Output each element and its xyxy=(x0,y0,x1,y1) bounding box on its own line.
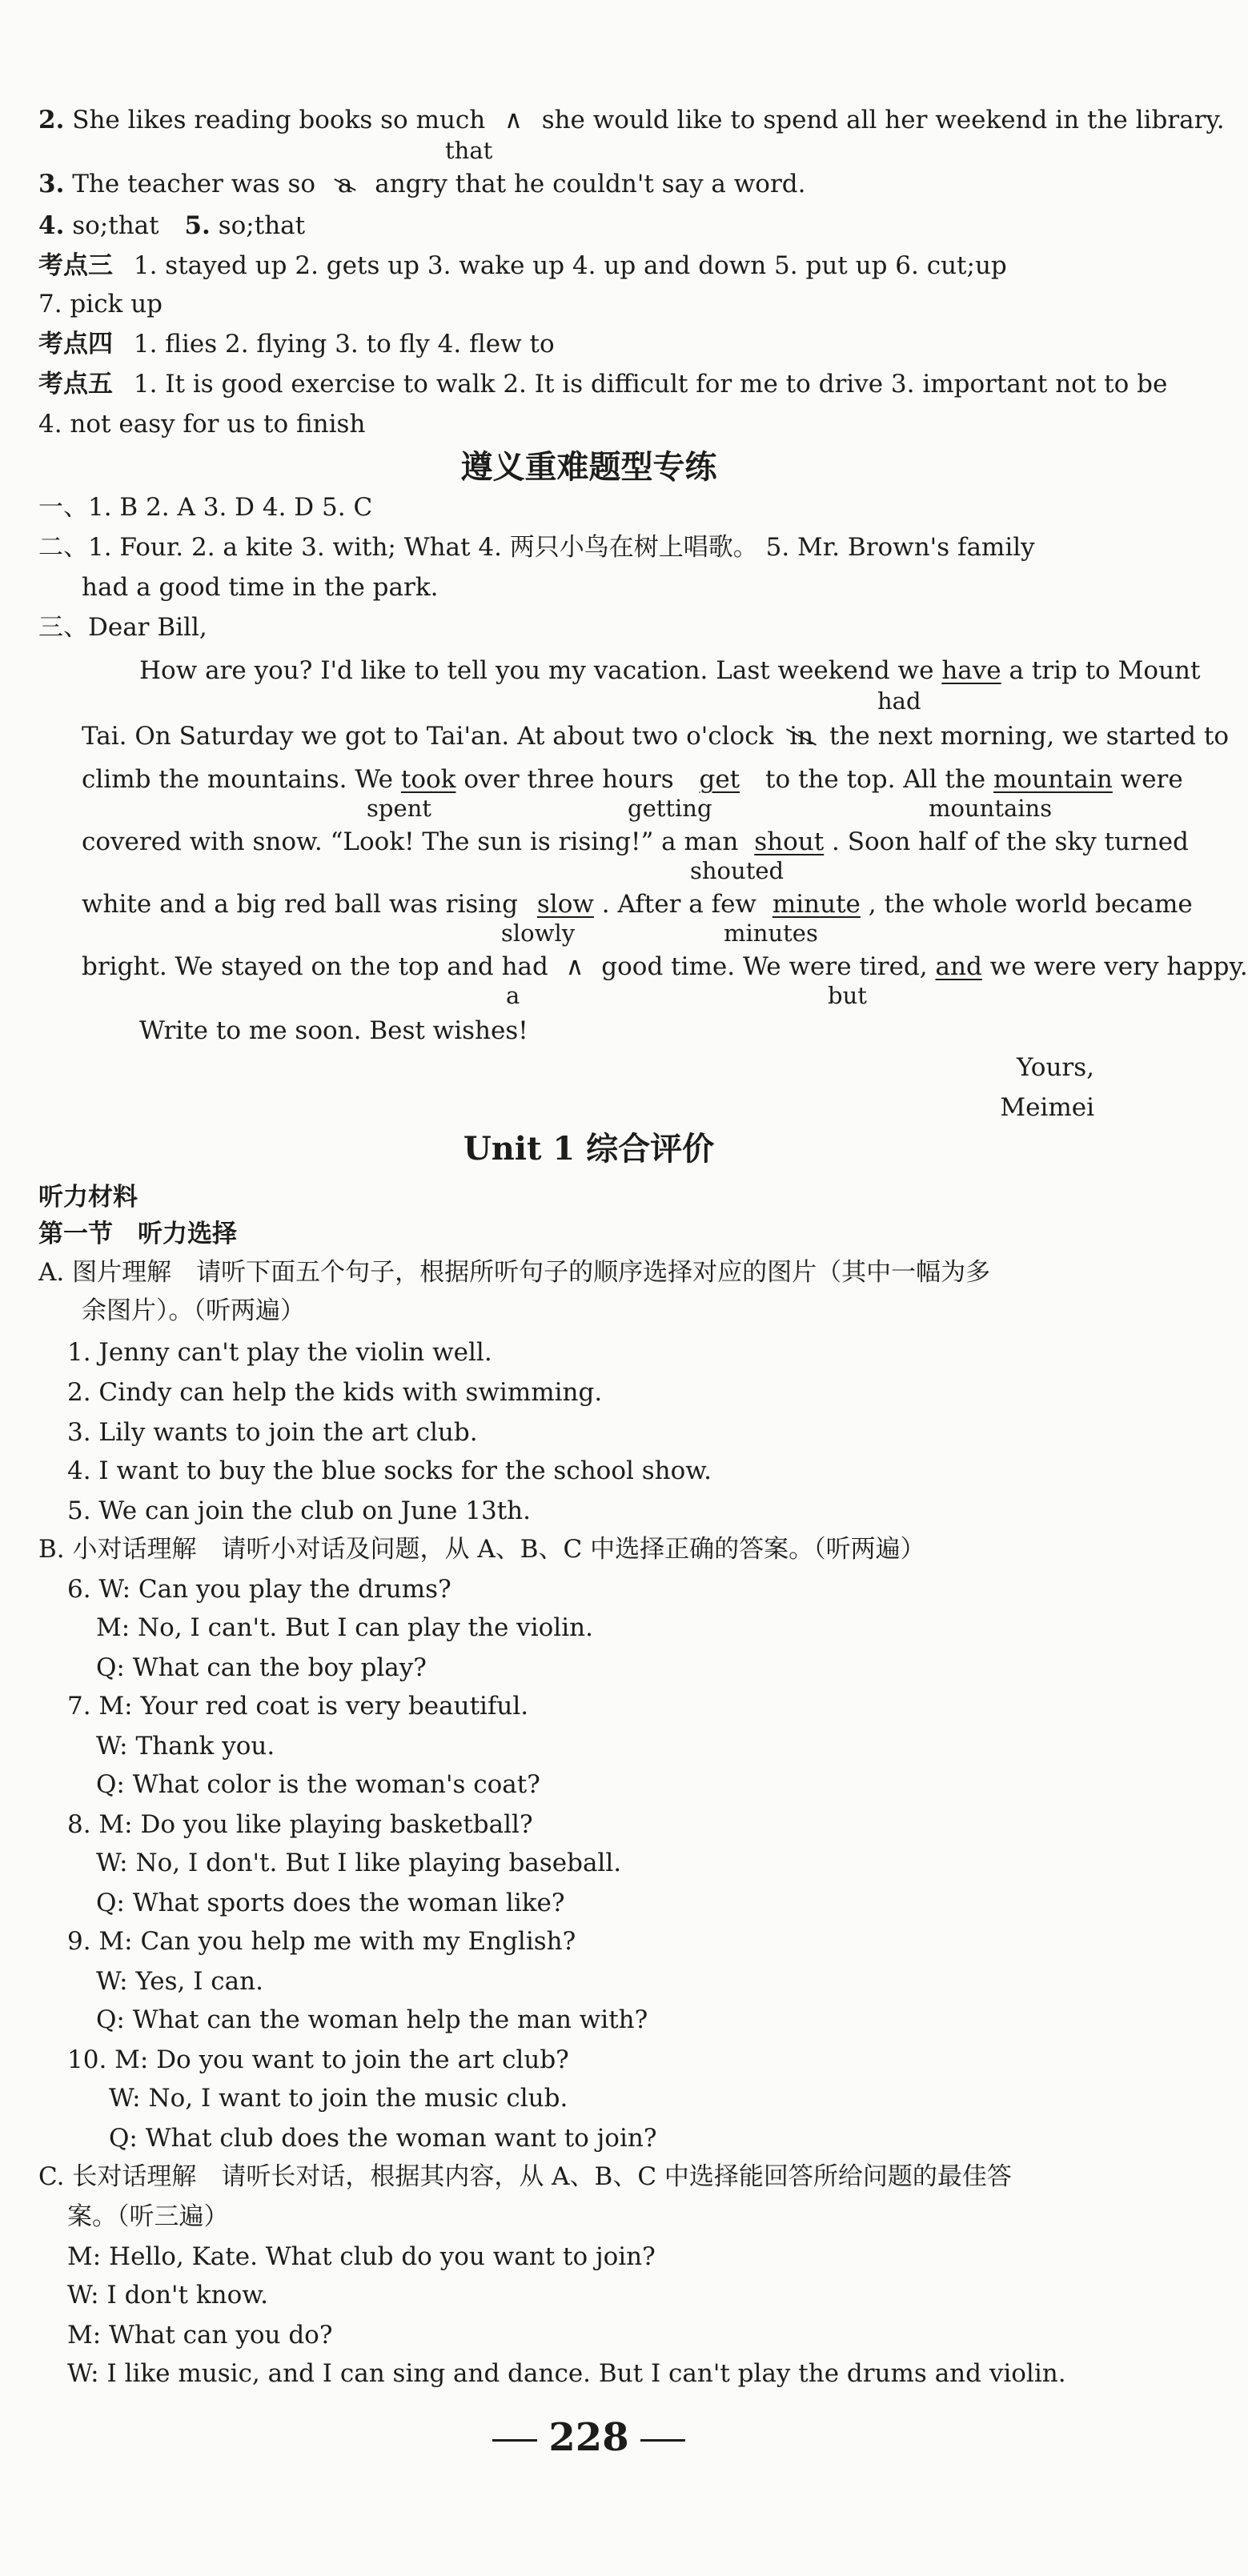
instruction: B. 小对话理解 请听小对话及问题，从 A、B、C 中选择正确的答案。（听两遍） xyxy=(38,1535,925,1564)
answer-text: covered with snow. “Look! The sun is rising!” a man xyxy=(82,827,739,856)
correction-word: getting xyxy=(628,795,712,822)
answer-text: she would like to spend all her weekend in the library. xyxy=(541,106,1225,134)
answer-text: good time. We were tired, xyxy=(601,952,928,981)
answer-text: angry that he couldn't say a word. xyxy=(375,170,806,198)
letter-line: Write to me soon. Best wishes! xyxy=(139,1016,528,1045)
answer-line xyxy=(38,370,1167,399)
letter-line xyxy=(82,765,1183,794)
error-word: minute xyxy=(772,890,861,919)
answer-text: 一、 xyxy=(38,493,88,522)
answer-text: 1. flies 2. flying 3. to fly 4. flew to xyxy=(133,330,555,359)
answer-text: climb the mountains. We xyxy=(82,765,394,794)
unit-title: Unit 1 综合评价 xyxy=(463,1130,715,1168)
dialog-line: Q: What can the woman help the man with? xyxy=(96,2005,648,2034)
answer-line: 7. pick up xyxy=(38,290,163,318)
answer-text: 1. B 2. A 3. D 4. D 5. C xyxy=(88,493,373,522)
list-item: 5. We can join the club on June 13th. xyxy=(67,1496,531,1525)
correction-word: but xyxy=(828,982,867,1009)
answer-text: so;that xyxy=(72,211,159,240)
error-word: have xyxy=(941,656,1001,685)
page-footer xyxy=(0,2415,1178,2460)
answer-text: we were very happy. xyxy=(989,952,1248,981)
dialog-line: W: No, I don't. But I like playing baseball. xyxy=(96,1849,622,1877)
answer-text: 二、 xyxy=(38,533,88,562)
answer-line xyxy=(38,211,305,240)
dialog-line: W: Thank you. xyxy=(96,1732,275,1761)
dialog-line: Q: What can the boy play? xyxy=(96,1653,427,1682)
answer-line xyxy=(38,493,372,522)
dialog-line: 8. M: Do you like playing basketball? xyxy=(67,1810,533,1839)
answer-line xyxy=(38,533,1035,562)
correction-word: a xyxy=(506,982,520,1009)
answer-text: Dear Bill, xyxy=(88,613,207,642)
correction-word: minutes xyxy=(724,919,818,947)
answer-text: She likes reading books so much xyxy=(72,106,486,134)
list-item: 4. I want to buy the blue socks for the school show. xyxy=(67,1456,712,1485)
answer-line xyxy=(38,251,1007,280)
answer-line xyxy=(38,106,1225,134)
dialog-line: Q: What club does the woman want to join? xyxy=(109,2124,657,2153)
dialog-line: Q: What sports does the woman like? xyxy=(96,1889,565,1917)
answer-text: 三、 xyxy=(38,613,88,642)
answer-text: . Soon half of the sky turned xyxy=(832,827,1189,856)
letter-line xyxy=(82,952,1248,981)
list-item: 3. Lily wants to join the art club. xyxy=(67,1418,478,1447)
dialog-line: 10. M: Do you want to join the art club? xyxy=(67,2045,569,2074)
letter-signature: Meimei xyxy=(1000,1093,1094,1122)
error-word: and xyxy=(935,952,982,981)
answer-text: . After a few xyxy=(601,890,756,919)
dialog-line: W: No, I want to join the music club. xyxy=(109,2084,568,2113)
answer-text: bright. We stayed on the top and had xyxy=(82,952,548,981)
dialog-line: M: What can you do? xyxy=(67,2321,333,2350)
letter-line xyxy=(82,722,1229,751)
correction-word: mountains xyxy=(929,795,1053,822)
list-item: 2. Cindy can help the kids with swimming. xyxy=(67,1378,603,1407)
insert-caret: ∧ xyxy=(565,952,584,981)
answer-text: How are you? I'd like to tell you my vacation. Last weekend we xyxy=(139,656,934,685)
answer-text: white and a big red ball was rising xyxy=(82,890,519,919)
footer-rule xyxy=(640,2439,685,2442)
answer-text: were xyxy=(1120,765,1183,794)
answer-text: 1. Four. 2. a kite 3. with; What 4. 两只小鸟在树上唱歌。 5. Mr. Brown's family xyxy=(88,533,1035,562)
item-number: 5. xyxy=(184,211,211,240)
correction-word: slowly xyxy=(501,919,576,947)
error-word: slow xyxy=(536,890,594,919)
subheading: 听力材料 xyxy=(38,1183,138,1212)
section-title: 遵义重难题型专练 xyxy=(460,448,717,486)
dialog-line: M: Hello, Kate. What club do you want to join? xyxy=(67,2242,656,2271)
letter-line xyxy=(82,827,1189,856)
item-number: 4. xyxy=(38,211,65,240)
dialog-line: Q: What color is the woman's coat? xyxy=(96,1770,540,1799)
answer-line xyxy=(38,613,207,642)
footer-rule xyxy=(492,2439,537,2442)
correction-word: spent xyxy=(367,795,431,822)
section-label: 考点三 xyxy=(38,251,113,280)
letter-line xyxy=(82,890,1193,919)
answer-text: 1. stayed up 2. gets up 3. wake up 4. up and down 5. put up 6. cut;up xyxy=(133,251,1007,280)
answer-line xyxy=(38,330,555,359)
dialog-line: W: I like music, and I can sing and dance. But I can't play the drums and violin. xyxy=(67,2359,1066,2388)
error-word: get xyxy=(699,765,740,794)
insert-caret: ∧ xyxy=(504,106,523,134)
page-number: 228 xyxy=(548,2415,629,2460)
dialog-line: W: Yes, I can. xyxy=(96,1967,263,1996)
correction-word: shouted xyxy=(690,857,785,884)
error-word: mountain xyxy=(993,765,1113,794)
correction-word: had xyxy=(877,687,921,715)
error-word: shout xyxy=(754,827,825,856)
answer-text: to the top. All the xyxy=(765,765,986,794)
instruction: 案。（听三遍） xyxy=(67,2202,229,2231)
list-item: 1. Jenny can't play the violin well. xyxy=(67,1338,492,1367)
instruction: 余图片）。（听两遍） xyxy=(82,1296,305,1325)
dialog-line: 6. W: Can you play the drums? xyxy=(67,1575,451,1604)
error-word: took xyxy=(400,765,456,794)
dialog-line: M: No, I can't. But I can play the violin. xyxy=(96,1613,593,1642)
answer-text: the next morning, we started to xyxy=(829,722,1229,751)
dialog-line: 7. M: Your red coat is very beautiful. xyxy=(67,1692,529,1721)
item-number: 3. xyxy=(38,170,65,198)
answer-line: had a good time in the park. xyxy=(82,573,439,602)
letter-line xyxy=(139,656,1200,685)
answer-text: Tai. On Saturday we got to Tai'an. At about two o'clock xyxy=(82,722,774,751)
instruction: A. 图片理解 请听下面五个句子，根据所听句子的顺序选择对应的图片（其中一幅为多 xyxy=(38,1258,991,1287)
answer-text: The teacher was so xyxy=(72,170,316,198)
deleted-word: a xyxy=(337,170,353,198)
correction-word: that xyxy=(445,137,493,164)
answer-text: a trip to Mount xyxy=(1009,656,1201,685)
item-number: 2. xyxy=(38,106,65,134)
section-label: 考点五 xyxy=(38,370,113,399)
dialog-line: W: I don't know. xyxy=(67,2281,268,2310)
subheading: 第一节 听力选择 xyxy=(38,1220,237,1248)
answer-text: over three hours xyxy=(463,765,674,794)
letter-closing: Yours, xyxy=(1017,1053,1094,1082)
deleted-word: in xyxy=(789,722,814,751)
dialog-line: 9. M: Can you help me with my English? xyxy=(67,1927,576,1956)
section-label: 考点四 xyxy=(38,330,113,359)
answer-text: so;that xyxy=(218,211,306,240)
instruction: C. 长对话理解 请听长对话，根据其内容，从 A、B、C 中选择能回答所给问题的最佳答 xyxy=(38,2162,1012,2191)
answer-line xyxy=(38,170,805,198)
answer-text: , the whole world became xyxy=(868,890,1193,919)
answer-line: 4. not easy for us to finish xyxy=(38,410,366,439)
answer-text: 1. It is good exercise to walk 2. It is difficult for me to drive 3. important not to be xyxy=(133,370,1168,399)
